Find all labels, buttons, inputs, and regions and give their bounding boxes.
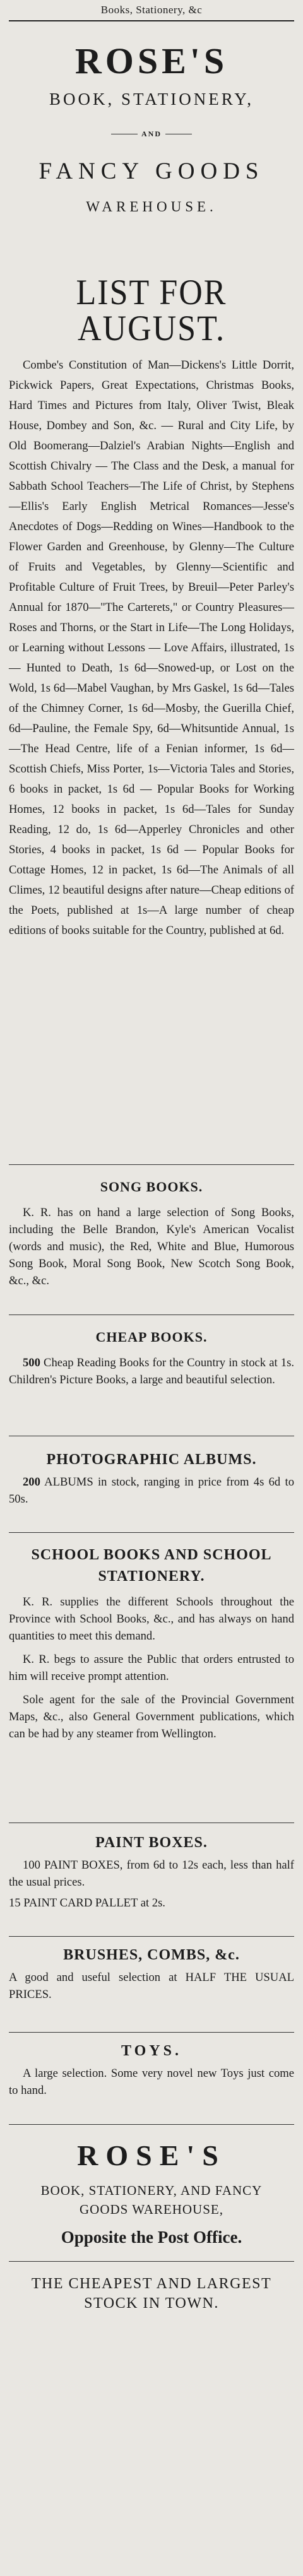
school-p2: K. R. begs to assure the Public that orders entrusted to him will receive prompt attention. bbox=[9, 1653, 294, 1683]
banner-line1: BOOK, STATIONERY, bbox=[49, 90, 254, 109]
brushes-body: A good and useful selection at HALF THE USUAL PRICES. bbox=[9, 1971, 294, 2001]
list-section bbox=[9, 249, 294, 941]
song-title: SONG BOOKS. bbox=[100, 1179, 203, 1195]
banner bbox=[9, 32, 294, 215]
school-title: SCHOOL BOOKS AND SCHOOL STATIONERY. bbox=[31, 1547, 272, 1585]
photo-section bbox=[9, 1436, 294, 1508]
photo-text: ALBUMS in stock, ranging in price from 4s 6d to 50s. bbox=[9, 1475, 294, 1506]
list-title: LIST FOR AUGUST. bbox=[76, 273, 227, 349]
footer-line4: THE CHEAPEST AND LARGEST bbox=[31, 2276, 272, 2292]
banner-line3: WAREHOUSE. bbox=[86, 199, 217, 215]
header-block bbox=[9, 0, 294, 21]
footer-name: ROSE'S bbox=[77, 2139, 226, 2171]
song-section bbox=[9, 1164, 294, 1289]
photo-title: PHOTOGRAPHIC ALBUMS. bbox=[46, 1451, 257, 1468]
cheap-lead: 500 bbox=[23, 1356, 40, 1369]
brushes-title: BRUSHES, COMBS, &c. bbox=[63, 1947, 240, 1963]
banner-and-row bbox=[9, 129, 294, 139]
paint-line2: 15 PAINT CARD PALLET at 2s. bbox=[9, 1896, 165, 1910]
song-body: K. R. has on hand a large selection of Song Books, including the Belle Brandon, Kyle's American Vocalist (words and music), the Red, White and Blue, Humorous Song Book, Moral Song Book, New Scotch Song Book, &c., &c. bbox=[9, 1206, 294, 1287]
footer-rule bbox=[9, 2124, 294, 2125]
toys-rule bbox=[9, 2032, 294, 2033]
footer-section bbox=[9, 2124, 294, 2313]
header-rule bbox=[9, 20, 294, 21]
song-rule bbox=[9, 1164, 294, 1165]
photo-lead: 200 bbox=[23, 1475, 40, 1489]
header-title: Books, Stationery, &c bbox=[100, 4, 203, 16]
paint-section bbox=[9, 1823, 294, 1911]
photo-body bbox=[9, 1474, 294, 1508]
footer-line3: Opposite the Post Office. bbox=[61, 2228, 242, 2247]
toys-body: A large selection. Some very novel new Toys just come to hand. bbox=[9, 2067, 294, 2097]
cheap-section bbox=[9, 1315, 294, 1388]
toys-title: TOYS. bbox=[121, 2043, 182, 2059]
footer-line5: STOCK IN TOWN. bbox=[84, 2295, 219, 2312]
footer-line2: GOODS WAREHOUSE, bbox=[80, 2202, 223, 2217]
cheap-text: Cheap Reading Books for the Country in stock at 1s. Children's Picture Books, a large and beautiful selection. bbox=[9, 1356, 294, 1386]
footer-line1: BOOK, STATIONERY, AND FANCY bbox=[40, 2183, 263, 2198]
school-p1: K. R. supplies the different Schools throughout the Province with School Books, &c., and has always on hand quantities to meet this demand. bbox=[9, 1595, 294, 1643]
toys-section bbox=[9, 2032, 294, 2099]
banner-name: ROSE'S bbox=[74, 40, 229, 81]
list-body: Combe's Constitution of Man—Dickens's Little Dorrit, Pickwick Papers, Great Expectations, Christmas Books, Hard Times and Pictures from Italy, Oliver Twist, Bleak House, Dombey and Son, &c. — Rural and City Life, by Old Boomerang—Dalziel's Arabian Nights—English and Scottish Chivalry — The Class and the Desk, a manual for Sabbath School Teachers—The Life of Christ, by Stephens—Ellis's Early English Metrical Romances—Jesse's Anecdotes of Dogs—Redding on Wines—Handbook to the Flower Garden and Greenhouse, by Glenny—The Culture of Fruits and Vegetables, by Glenny—Scientific and Profitable Culture of Fruit Trees, by Breuil—Peter Parley's Annual for 1870—"The Carterets," or Country Pleasures—Roses and Thorns, or the Start in Life—The Long Holidays, or Learning without Lessons — Love Affairs, illustrated, 1s — Hunted to Death, 1s 6d—Snowed-up, or Lost on the Wold, 1s 6d—Mabel Vaughan, by Mrs Gaskel, 1s 6d—Tales of the Chimney Corner, 1s 6d—Mosby, the Guerilla Chief, 6d—Pauline, the Female Spy, 6d—Whitsuntide Annual, 1s—The Head Centre, life of a Fenian informer, 1s 6d—Scottish Chiefs, Miss Porter, 1s—Victoria Tales and Stories, 6 books in packet, 1s 6d — Popular Books for Working Homes, 12 books in packet, 1s 6d—Tales for Sunday Reading, 12 do, 1s 6d—Apperley Chronicles and other Stories, 4 books in packet, 1s 6d — Popular Books for Cottage Homes, 12 in packet, 1s 6d—The Animals of all Climes, 12 beautiful designs after nature—Cheap editions of the Poets, published at 1s—A large number of cheap editions of books suitable for the Country, published at 6d. bbox=[9, 358, 294, 937]
brushes-section bbox=[9, 1936, 294, 2003]
paint-title: PAINT BOXES. bbox=[95, 1835, 208, 1851]
footer-rule-2 bbox=[9, 2261, 294, 2262]
banner-and: AND bbox=[141, 129, 162, 138]
cheap-body bbox=[9, 1354, 294, 1388]
banner-line2: FANCY GOODS bbox=[39, 158, 264, 184]
cheap-title: CHEAP BOOKS. bbox=[95, 1329, 208, 1345]
school-rule bbox=[9, 1532, 294, 1533]
school-p3: Sole agent for the sale of the Provincial Government Maps, &c., also General Government publications, which can be had by any steamer from Wellington. bbox=[9, 1693, 294, 1740]
paint-line1: 100 PAINT BOXES, from 6d to 12s each, less than half the usual prices. bbox=[9, 1858, 294, 1889]
brushes-rule bbox=[9, 1936, 294, 1937]
school-section bbox=[9, 1532, 294, 1742]
